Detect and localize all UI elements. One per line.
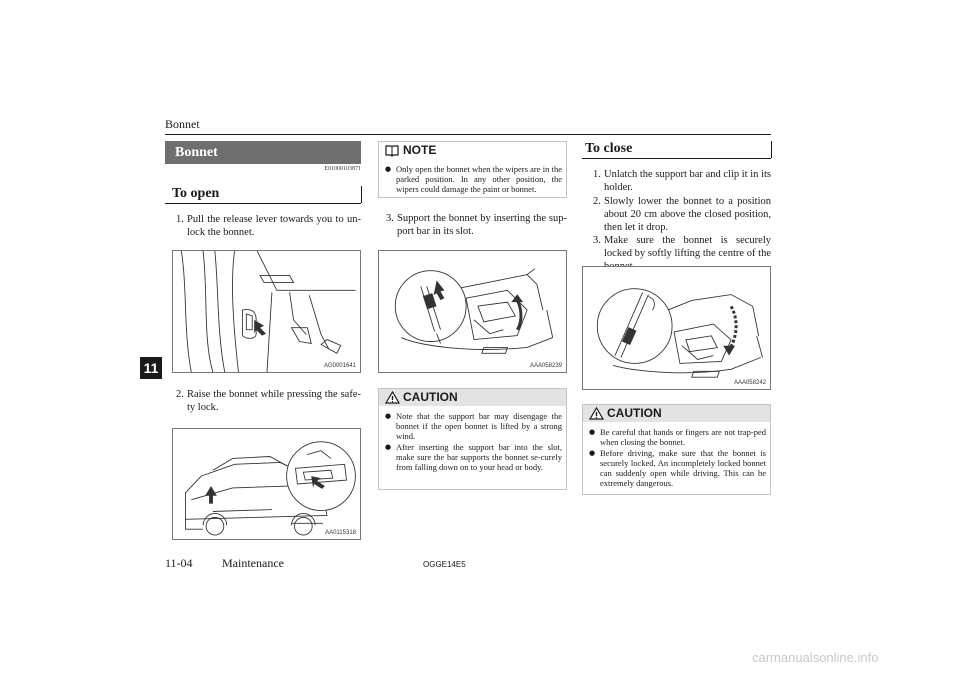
footer-section: Maintenance [222, 556, 284, 570]
bullet-icon: ● [385, 412, 392, 420]
figure-release-lever [172, 250, 361, 373]
figure-support-bar-release [582, 266, 771, 390]
footer-code: OGGE14E5 [423, 560, 466, 569]
step-number: 3. [386, 213, 394, 224]
bullet-icon: ● [589, 449, 596, 457]
caution-header [379, 389, 566, 406]
open-step-3 [386, 212, 567, 240]
open-step-2 [176, 388, 361, 416]
doc-code: E01000103871 [324, 166, 361, 172]
figure-code: AA0115318 [325, 530, 356, 536]
safety-lock-illustration [173, 429, 360, 539]
to-open-heading-rule [165, 203, 361, 204]
page-footer [165, 556, 284, 571]
figure-safety-lock [172, 428, 361, 540]
to-open-heading-edge [361, 186, 362, 203]
note-box: NOTE ● Only open the bonnet when the wipers are in the parked position. In any other position, the wipers could damage the paint or bonnet. [378, 141, 567, 198]
watermark: carmanualsonline.info [752, 650, 879, 665]
step-number: 2. [593, 196, 601, 207]
figure-support-bar-insert [378, 250, 567, 373]
step-number: 2. [176, 389, 184, 400]
to-close-heading-edge [771, 141, 772, 158]
figure-code: AG0001641 [323, 363, 356, 369]
step-text: Support the bonnet by inserting the sup-port bar in its slot. [397, 213, 567, 237]
bullet-icon: ● [589, 428, 596, 436]
warning-icon [385, 391, 400, 409]
step-number: 3. [593, 235, 601, 246]
support-bar-insert-illustration [379, 251, 566, 372]
section-title: Bonnet [165, 141, 361, 164]
support-bar-release-illustration [583, 267, 770, 389]
note-label: NOTE [403, 143, 437, 157]
step-text: Raise the bonnet while pressing the safe-ty lock. [187, 389, 361, 413]
caution-label: CAUTION [607, 406, 662, 420]
caution-box-1: CAUTION ● Note that the support bar may disengage the bonnet if the open bonnet is lifted by a strong wind. ● After inserting the support bar into the slot, make sure the bar supports the bonnet se-curely from falling down on to your head or body. [378, 388, 567, 490]
bullet-icon: ● [385, 165, 392, 173]
figure-code: AAA058242 [733, 380, 766, 386]
release-lever-illustration [173, 251, 360, 372]
close-step-2 [593, 195, 771, 235]
step-text: Slowly lower the bonnet to a position about 20 cm above the closed position, then let it drop. [604, 196, 771, 233]
to-close-heading-rule [582, 158, 771, 159]
open-step-1 [176, 213, 361, 241]
to-close-heading: To close [585, 141, 633, 156]
warning-icon [589, 407, 604, 425]
to-open-heading: To open [172, 186, 220, 201]
note-icon [385, 144, 399, 162]
step-number: 1. [176, 214, 184, 225]
caution-label: CAUTION [403, 390, 458, 404]
chapter-tab: 11 [140, 357, 162, 379]
close-step-1 [593, 168, 771, 196]
caution-header [583, 405, 770, 422]
close-step-3 [593, 234, 771, 262]
step-text: Make sure the bonnet is securely locked by softly lifting the centre of the [604, 235, 771, 259]
step-text: Pull the release lever towards you to un-lock the bonnet. [187, 214, 361, 238]
note-header [379, 142, 566, 159]
step-number: 1. [593, 169, 601, 180]
bullet-icon: ● [385, 443, 392, 451]
caution-box-2: CAUTION ● Be careful that hands or fingers are not trap-ped when closing the bonnet. ● Before driving, make sure that the bonnet is securely locked. An incompletely locked bonnet can suddenly open while driving. This can be extremely dangerous. [582, 404, 771, 495]
step-text: Unlatch the support bar and clip it in its holder. [604, 169, 771, 193]
page-number: 11-04 [165, 556, 193, 570]
running-head: Bonnet [165, 117, 200, 131]
header-rule [165, 134, 771, 135]
figure-code: AAA058239 [529, 363, 562, 369]
